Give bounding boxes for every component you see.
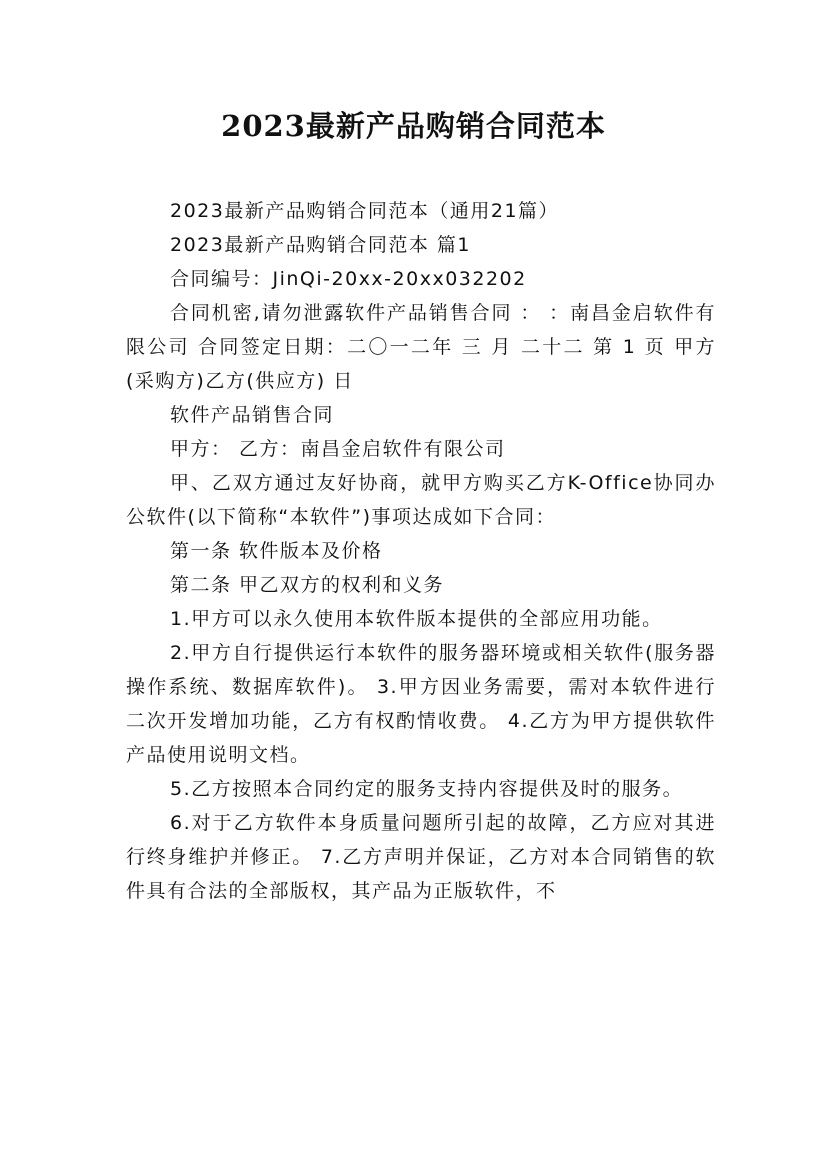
paragraph: 1.甲方可以永久使用本软件版本提供的全部应用功能。 (170, 608, 663, 630)
document-title: 2023最新产品购销合同范本 (221, 109, 606, 143)
paragraph: 甲方： 乙方：南昌金启软件有限公司 (170, 438, 506, 460)
paragraph: 2.甲方自行提供运行本软件的服务器环境或相关软件(服务器操作系统、数据库软件)。 3.甲方因业务需要，需对本软件进行二次开发增加功能，乙方有权酌情收费。 4.乙方为甲方提供软件产品使用说明文档。 (126, 642, 716, 766)
paragraph: 合同机密,请勿泄露软件产品销售合同 ： ：南昌金启软件有限公司 合同签定日期：二〇一二年 三 月 二十二 第 1 页 甲方(采购方)乙方(供应方) 日 (126, 302, 717, 392)
document-body (126, 194, 716, 908)
paragraph: 合同编号：JinQi-20xx-20xx032202 (170, 268, 527, 290)
paragraph: 第一条 软件版本及价格 (170, 540, 383, 562)
paragraph: 5.乙方按照本合同约定的服务支持内容提供及时的服务。 (170, 778, 684, 800)
paragraph: 第二条 甲乙双方的权利和义务 (170, 574, 445, 596)
paragraph: 软件产品销售合同 (170, 404, 335, 426)
paragraph: 2023最新产品购销合同范本（通用21篇） (170, 200, 560, 222)
paragraph: 6.对于乙方软件本身质量问题所引起的故障，乙方应对其进行终身维护并修正。 7.乙方声明并保证，乙方对本合同销售的软件具有合法的全部版权，其产品为正版软件，不 (126, 812, 716, 902)
paragraph: 甲、乙双方通过友好协商，就甲方购买乙方K-Office协同办公软件(以下简称“本软件”)事项达成如下合同： (126, 472, 716, 528)
paragraph: 2023最新产品购销合同范本 篇1 (170, 234, 471, 256)
